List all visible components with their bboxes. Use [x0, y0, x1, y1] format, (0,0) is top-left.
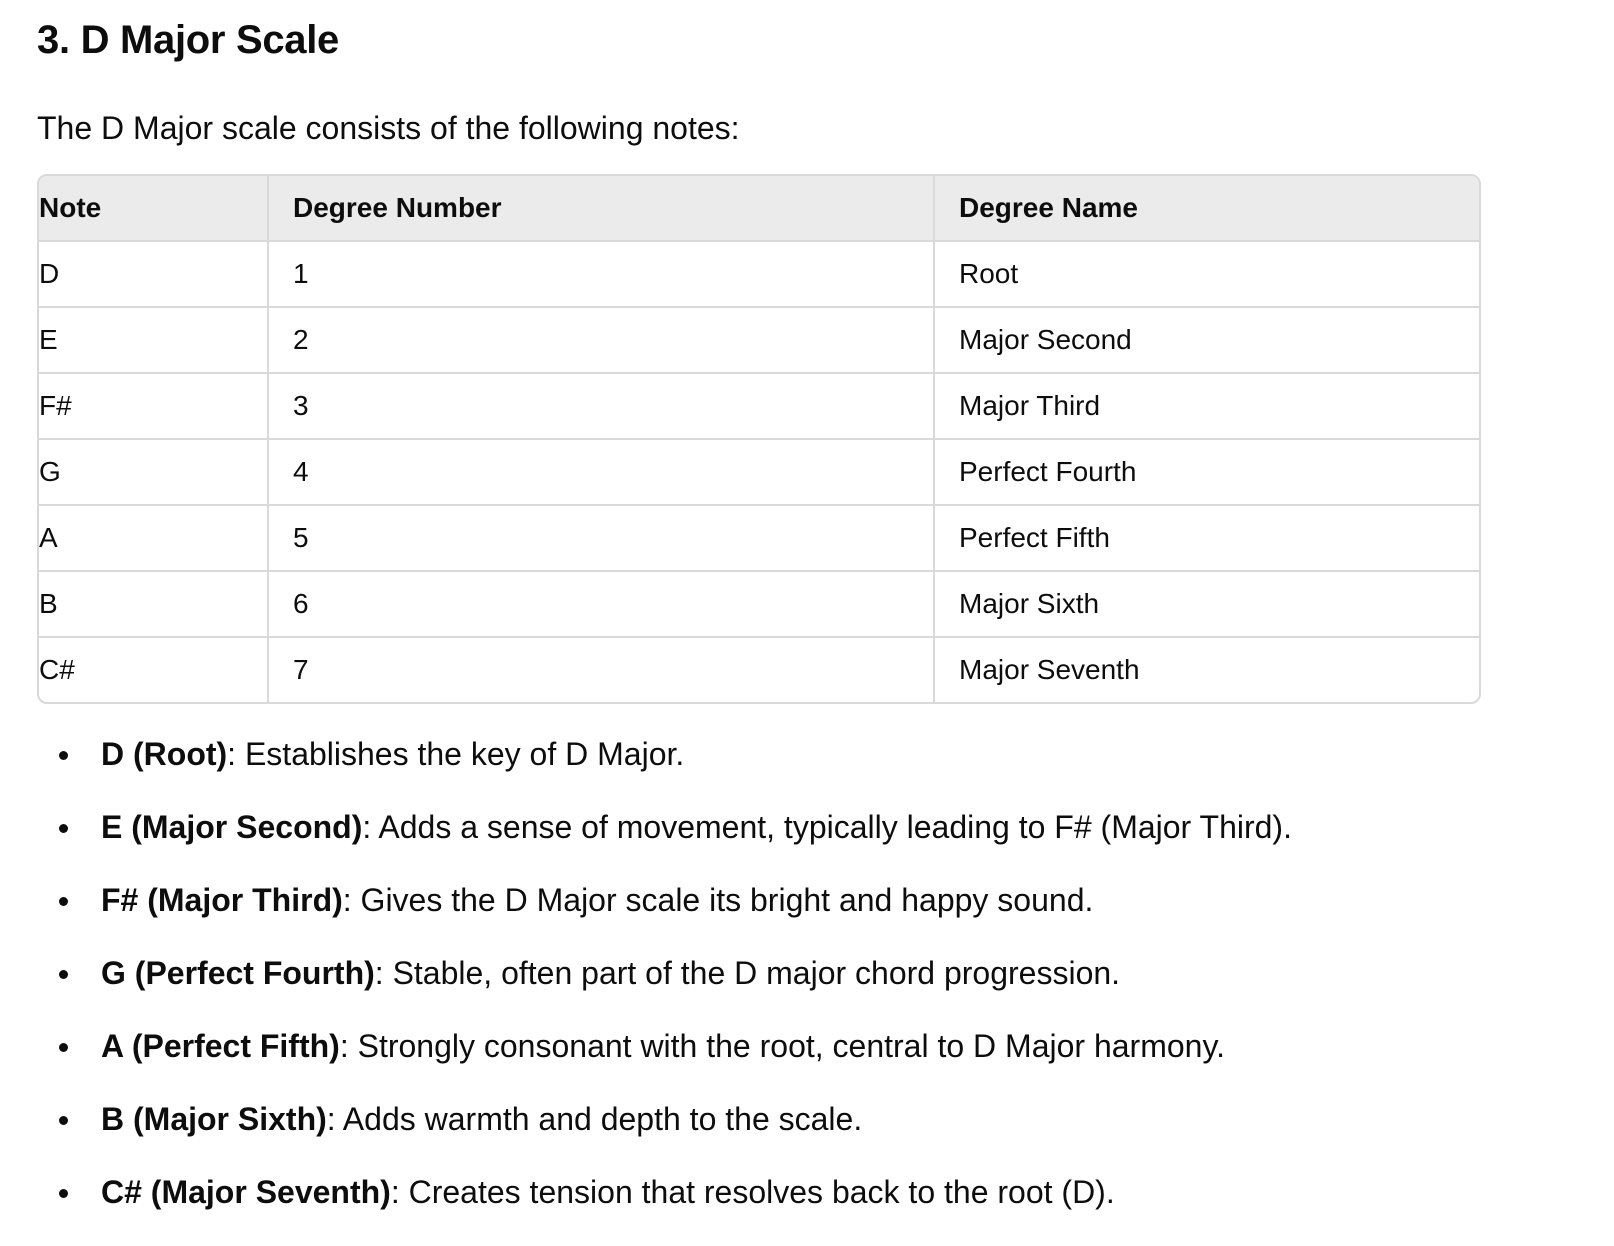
cell-note: A [39, 505, 268, 571]
note-description: : Adds a sense of movement, typically leading to F# (Major Third). [362, 809, 1292, 845]
cell-degree-number: 1 [268, 241, 934, 307]
note-term: C# (Major Seventh) [101, 1174, 391, 1210]
header-degree-name: Degree Name [934, 176, 1479, 241]
cell-degree-number: 4 [268, 439, 934, 505]
note-term: F# (Major Third) [101, 882, 343, 918]
note-description: : Strongly consonant with the root, central to D Major harmony. [339, 1028, 1225, 1064]
note-description: : Adds warmth and depth to the scale. [326, 1101, 863, 1137]
list-item [37, 953, 1577, 993]
cell-degree-name: Major Second [934, 307, 1479, 373]
header-note: Note [39, 176, 268, 241]
note-term: D (Root) [101, 736, 228, 772]
note-description: : Stable, often part of the D major chord progression. [374, 955, 1121, 991]
cell-note: E [39, 307, 268, 373]
note-term: B (Major Sixth) [101, 1101, 327, 1137]
list-item [37, 1172, 1577, 1212]
cell-degree-name: Major Third [934, 373, 1479, 439]
intro-paragraph: The D Major scale consists of the following notes: [37, 110, 740, 146]
cell-degree-number: 6 [268, 571, 934, 637]
list-item [37, 734, 1577, 774]
table-row [39, 637, 1479, 702]
bullet-icon [59, 1043, 68, 1052]
note-explanations-list [37, 734, 1577, 1212]
section-heading: 3. D Major Scale [37, 18, 339, 62]
cell-degree-name: Root [934, 241, 1479, 307]
cell-degree-name: Major Sixth [934, 571, 1479, 637]
table-row [39, 439, 1479, 505]
cell-note: D [39, 241, 268, 307]
cell-note: B [39, 571, 268, 637]
scale-table [39, 176, 1479, 702]
list-item [37, 880, 1577, 920]
table-row [39, 307, 1479, 373]
table-row [39, 373, 1479, 439]
note-description: : Gives the D Major scale its bright and happy sound. [342, 882, 1094, 918]
cell-degree-name: Major Seventh [934, 637, 1479, 702]
bullet-icon [59, 897, 68, 906]
cell-note: F# [39, 373, 268, 439]
cell-degree-name: Perfect Fourth [934, 439, 1479, 505]
list-item [37, 807, 1577, 847]
cell-degree-number: 5 [268, 505, 934, 571]
header-degree-number: Degree Number [268, 176, 934, 241]
note-term: A (Perfect Fifth) [101, 1028, 340, 1064]
bullet-icon [59, 970, 68, 979]
bullet-icon [59, 1116, 68, 1125]
cell-degree-number: 2 [268, 307, 934, 373]
cell-note: C# [39, 654, 75, 685]
note-description: : Establishes the key of D Major. [227, 736, 685, 772]
bullet-icon [59, 824, 68, 833]
note-term: E (Major Second) [101, 809, 363, 845]
cell-degree-name: Perfect Fifth [934, 505, 1479, 571]
table-row [39, 241, 1479, 307]
cell-degree-number: 7 [268, 637, 934, 702]
document-body [37, 0, 1577, 1245]
note-term: G (Perfect Fourth) [101, 955, 375, 991]
note-description: : Creates tension that resolves back to the root (D). [390, 1174, 1115, 1210]
bullet-icon [59, 1189, 68, 1198]
cell-note: G [39, 439, 268, 505]
list-item [37, 1026, 1577, 1066]
cell-degree-number: 3 [268, 373, 934, 439]
scale-table-container [37, 174, 1481, 704]
table-header-row [39, 176, 1479, 241]
bullet-icon [59, 751, 68, 760]
list-item [37, 1099, 1577, 1139]
table-row [39, 571, 1479, 637]
table-row [39, 505, 1479, 571]
